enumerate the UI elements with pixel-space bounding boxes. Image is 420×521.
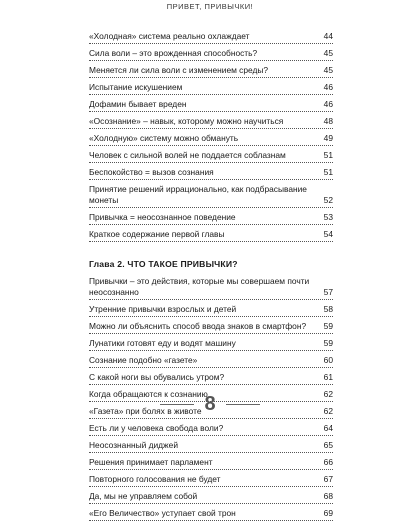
toc-entry-title: Привычки – это действия, которые мы совершаем почти неосознанно (89, 276, 310, 297)
toc-entry-title: «Холодная» система реально охлаждает (89, 31, 250, 41)
toc-entry-page: 61 (323, 372, 333, 382)
toc-entry-title: «Газета» при болях в животе (89, 406, 202, 416)
toc-entry (89, 180, 333, 208)
toc-entry-title: Да, мы не управляем собой (89, 491, 198, 501)
toc-entry (89, 419, 333, 436)
toc-entry-title: «Осознание» – навык, которому можно научиться (89, 116, 284, 126)
toc-entry-title: Сознание подобно «газете» (89, 355, 198, 365)
toc-entry-page: 64 (323, 423, 333, 433)
toc-entry-page: 53 (323, 212, 333, 222)
toc-entry (89, 470, 333, 487)
toc-entry (89, 272, 333, 300)
toc-entry-title: «Холодную» систему можно обмануть (89, 133, 239, 143)
toc-entry-page: 45 (323, 48, 333, 58)
chapter-heading: Глава 2. ЧТО ТАКОЕ ПРИВЫЧКИ? (89, 259, 238, 269)
toc-entry-title: Человек с сильной волей не поддается соблазнам (89, 150, 286, 160)
toc-entry-title: «Его Величество» уступает свой трон (89, 508, 236, 518)
toc-entry (89, 163, 333, 180)
toc-entry (89, 129, 333, 146)
toc-entry (89, 146, 333, 163)
toc-section-1 (89, 27, 333, 242)
toc-entry (89, 44, 333, 61)
toc-entry-title: Неосознанный диджей (89, 440, 178, 450)
toc-entry-title: Утренние привычки взрослых и детей (89, 304, 237, 314)
toc-entry-title: Есть ли у человека свобода воли? (89, 423, 224, 433)
toc-entry (89, 61, 333, 78)
toc-entry-title: Испытание искушением (89, 82, 183, 92)
toc-entry (89, 453, 333, 470)
toc-entry (89, 436, 333, 453)
toc-entry (89, 351, 333, 368)
toc-entry-page: 52 (323, 195, 333, 205)
toc-entry-page: 59 (323, 338, 333, 348)
toc-entry-page: 49 (323, 133, 333, 143)
toc-entry-page: 57 (323, 287, 333, 297)
toc-entry-page: 48 (323, 116, 333, 126)
toc-entry-page: 44 (323, 31, 333, 41)
toc-entry (89, 504, 333, 521)
toc-entry-page: 65 (323, 440, 333, 450)
toc-entry-title: Беспокойство = вызов сознания (89, 167, 214, 177)
toc-entry-page: 54 (323, 229, 333, 239)
running-head: ПРИВЕТ, ПРИВЫЧКИ! (166, 2, 254, 11)
toc-entry-page: 59 (323, 321, 333, 331)
toc-entry (89, 208, 333, 225)
toc-entry-page: 51 (323, 150, 333, 160)
toc-entry-page: 58 (323, 304, 333, 314)
toc-entry (89, 317, 333, 334)
toc-entry-page: 67 (323, 474, 333, 484)
toc-entry-page: 46 (323, 99, 333, 109)
toc-entry-title: Принятие решений иррационально, как подбрасывание монеты (89, 184, 307, 205)
toc-entry (89, 95, 333, 112)
toc-entry-title: Сила воли – это врожденная способность? (89, 48, 258, 58)
toc-entry-title: С какой ноги вы обувались утром? (89, 372, 225, 382)
table-of-contents (89, 27, 333, 521)
toc-entry-page: 51 (323, 167, 333, 177)
toc-entry-title: Дофамин бывает вреден (89, 99, 187, 109)
toc-entry (89, 112, 333, 129)
toc-entry-page: 62 (323, 389, 333, 399)
toc-entry-page: 66 (323, 457, 333, 467)
page-number: 8 (204, 393, 216, 415)
toc-entry-title: Повторного голосования не будет (89, 474, 221, 484)
toc-entry-page: 60 (323, 355, 333, 365)
toc-entry (89, 334, 333, 351)
toc-entry (89, 300, 333, 317)
toc-entry (89, 225, 333, 242)
toc-entry-title: Когда обращаются к сознанию (89, 389, 208, 399)
toc-entry-title: Привычка = неосознанное поведение (89, 212, 236, 222)
toc-entry-title: Можно ли объяснить способ ввода знаков в смартфон? (89, 321, 307, 331)
toc-entry-title: Лунатики готовят еду и водят машину (89, 338, 236, 348)
folio-rule-left (160, 404, 194, 405)
toc-entry-title: Решения принимает парламент (89, 457, 213, 467)
folio-rule-right (226, 404, 260, 405)
toc-entry-page: 62 (323, 406, 333, 416)
page-folio (0, 393, 420, 415)
toc-entry-page: 68 (323, 491, 333, 501)
toc-entry-title: Краткое содержание первой главы (89, 229, 225, 239)
toc-entry (89, 27, 333, 44)
toc-entry-page: 45 (323, 65, 333, 75)
toc-entry (89, 368, 333, 385)
toc-entry (89, 487, 333, 504)
toc-entry (89, 78, 333, 95)
toc-entry-page: 46 (323, 82, 333, 92)
toc-entry-title: Меняется ли сила воли с изменением среды? (89, 65, 269, 75)
toc-entry-page: 69 (323, 508, 333, 518)
